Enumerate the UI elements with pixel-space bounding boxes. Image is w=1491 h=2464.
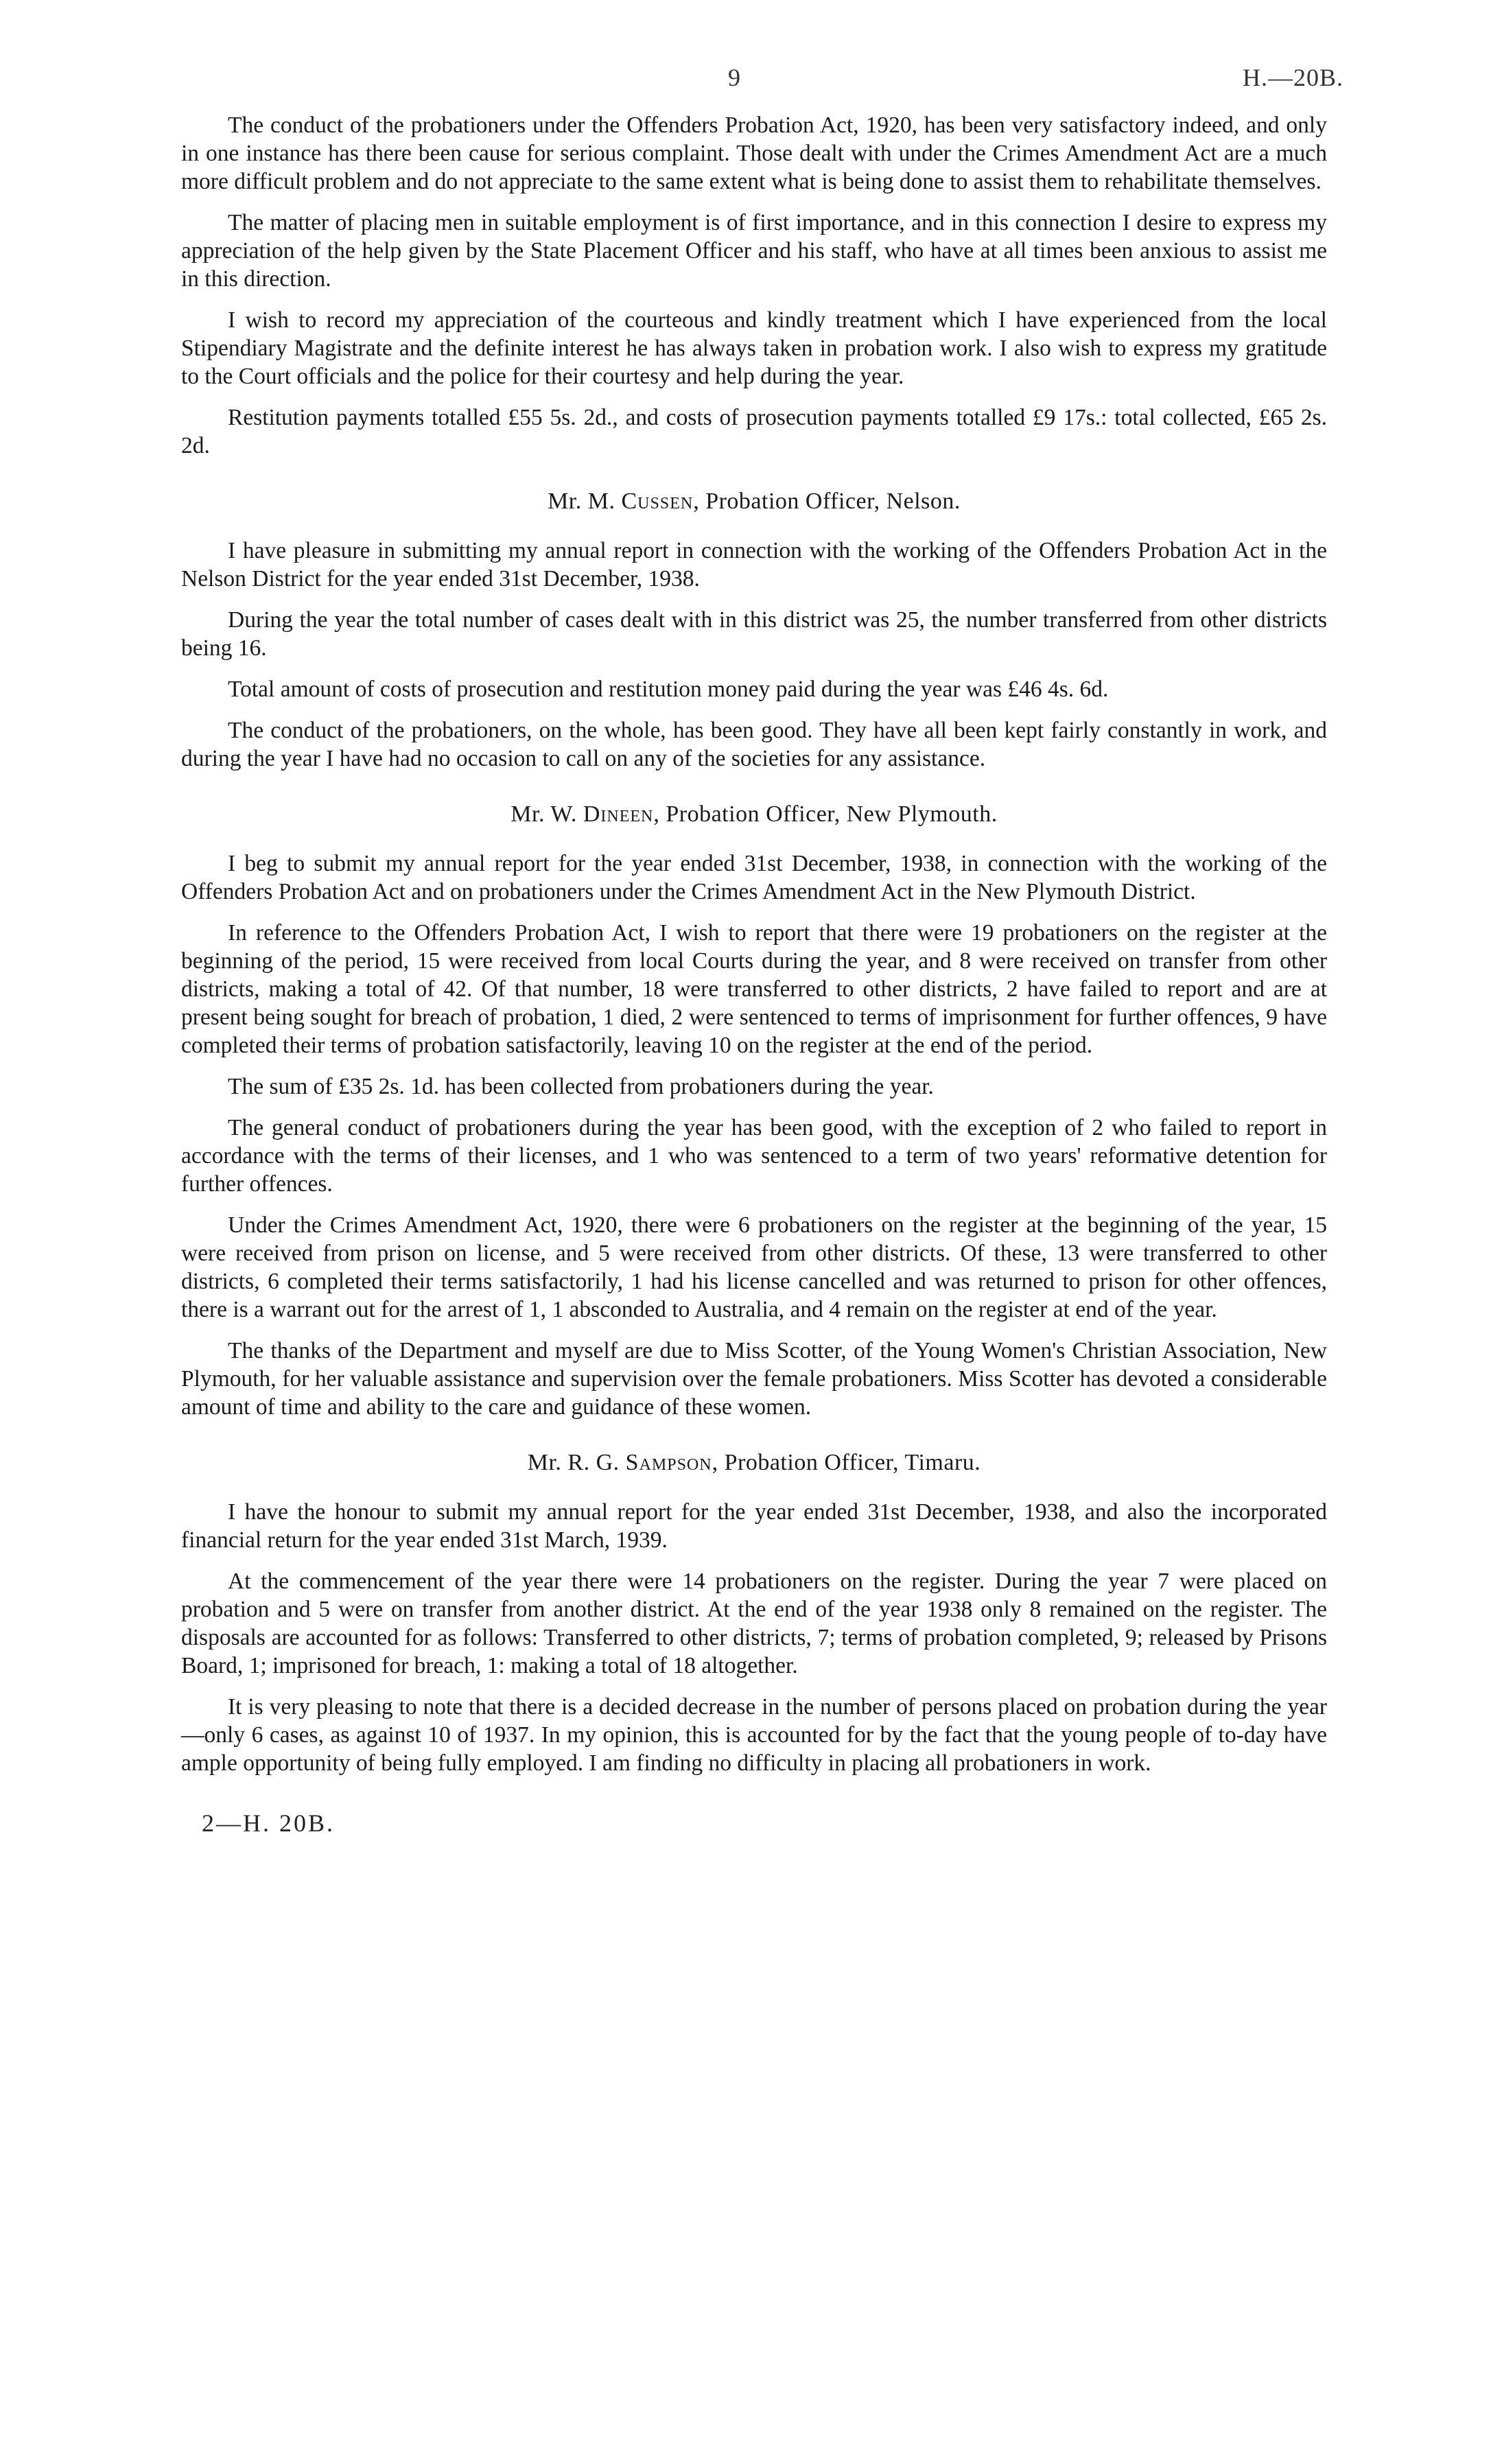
document-reference: H.—20B. bbox=[1242, 64, 1343, 91]
heading-suffix: , Probation Officer, New Plymouth. bbox=[653, 801, 998, 827]
report-body bbox=[181, 111, 1327, 1838]
paragraph: I have pleasure in submitting my annual report in connection with the working of the Offenders Probation Act in the Nelson District for the year ended 31st December, 1938. bbox=[181, 538, 1327, 591]
heading-prefix: Mr. M. bbox=[548, 489, 615, 514]
paragraph: Under the Crimes Amendment Act, 1920, there were 6 probationers on the register at the beginning of the year, 15 were received from prison on license, and 5 were received from other districts. Of these, 13 were transferred to other districts, 6 completed their terms satisfactorily, 1 had his license cancelled and was returned to prison for other offences, there is a warrant out for the arrest of 1, 1 absconded to Australia, and 4 remain on the register at end of the year. bbox=[181, 1212, 1327, 1322]
paragraph: The conduct of the probationers, on the whole, has been good. They have all been kept fairly constantly in work, and during the year I have had no occasion to call on any of the societies for any assistance. bbox=[181, 718, 1327, 771]
paragraph: Restitution payments totalled £55 5s. 2d., and costs of prosecution payments totalled £9 17s.: total collected, £65 2s. 2d. bbox=[181, 405, 1327, 458]
paragraph: During the year the total number of cases dealt with in this district was 25, the number transferred from other districts being 16. bbox=[181, 607, 1327, 661]
heading-suffix: , Probation Officer, Timaru. bbox=[712, 1450, 981, 1475]
paragraph: The matter of placing men in suitable employment is of first importance, and in this connection I desire to express my appreciation of the help given by the State Placement Officer and his staff, who have at all times been anxious to assist me in this direction. bbox=[181, 210, 1327, 292]
paragraph: It is very pleasing to note that there is a decided decrease in the number of persons placed on probation during the year—only 6 cases, as against 10 of 1937. In my opinion, this is accounted for by the fact that the young people of to-day have ample opportunity of being fully employed. I am finding no difficulty in placing all probationers in work. bbox=[181, 1694, 1327, 1776]
signature-reference: 2—H. 20B. bbox=[202, 1809, 336, 1837]
paragraph: The conduct of the probationers under the Offenders Probation Act, 1920, has been very satisfactory indeed, and only in one instance has there been cause for serious complaint. Those dealt with under the Crimes Amendment Act are a much more difficult problem and do not appreciate to the same extent what is being done to assist them to rehabilitate themselves. bbox=[181, 113, 1327, 194]
section-heading-timaru bbox=[181, 1448, 1327, 1477]
heading-prefix: Mr. W. bbox=[510, 801, 577, 827]
heading-prefix: Mr. R. G. bbox=[527, 1450, 620, 1475]
officer-name: Sampson bbox=[625, 1450, 712, 1475]
paragraph: In reference to the Offenders Probation Act, I wish to report that there were 19 probationers on the register at the beginning of the period, 15 were received from local Courts during the year, and 8 were received on transfer from other districts, making a total of 42. Of that number, 18 were transferred to other districts, 2 have failed to report and are at present being sought for breach of probation, 1 died, 2 were sentenced to terms of imprisonment for further offences, 9 have completed their terms of probation satisfactorily, leaving 10 on the register at the end of the period. bbox=[181, 920, 1327, 1058]
heading-suffix: , Probation Officer, Nelson. bbox=[693, 489, 961, 514]
officer-name: Dineen bbox=[583, 801, 654, 827]
paragraph: The thanks of the Department and myself are due to Miss Scotter, of the Young Women's Christian Association, New Plymouth, for her valuable assistance and supervision over the female probationers. Miss Scotter has devoted a considerable amount of time and ability to the care and guidance of these women. bbox=[181, 1338, 1327, 1420]
paragraph: The sum of £35 2s. 1d. has been collected from probationers during the year. bbox=[228, 1074, 934, 1099]
paragraph: At the commencement of the year there were 14 probationers on the register. During the year 7 were placed on probation and 5 were on transfer from another district. At the end of the year 1938 only 8 remained on the register. The disposals are accounted for as follows: Transferred to other districts, 7; terms of probation completed, 9; released by Prisons Board, 1; imprisoned for breach, 1: making a total of 18 altogether. bbox=[181, 1569, 1327, 1678]
paragraph: The general conduct of probationers during the year has been good, with the exception of 2 who failed to report in accordance with the terms of their licenses, and 1 who was sentenced to a term of two years' reformative detention for further offences. bbox=[181, 1115, 1327, 1197]
section-heading-new-plymouth bbox=[181, 800, 1327, 829]
paragraph: Total amount of costs of prosecution and restitution money paid during the year was £46 4s. 6d. bbox=[228, 677, 1109, 702]
section-heading-nelson bbox=[181, 487, 1327, 516]
paragraph: I have the honour to submit my annual report for the year ended 31st December, 1938, and also the incorporated financial return for the year ended 31st March, 1939. bbox=[181, 1499, 1327, 1553]
paragraph: I beg to submit my annual report for the year ended 31st December, 1938, in connection with the working of the Offenders Probation Act and on probationers under the Crimes Amendment Act in the New Plymouth District. bbox=[181, 851, 1327, 904]
officer-name: Cussen bbox=[621, 489, 694, 514]
page-number: 9 bbox=[728, 64, 740, 91]
paragraph: I wish to record my appreciation of the courteous and kindly treatment which I have experienced from the local Stipendiary Magistrate and the definite interest he has always taken in probation work. I also wish to express my gratitude to the Court officials and the police for their courtesy and help during the year. bbox=[181, 307, 1327, 389]
